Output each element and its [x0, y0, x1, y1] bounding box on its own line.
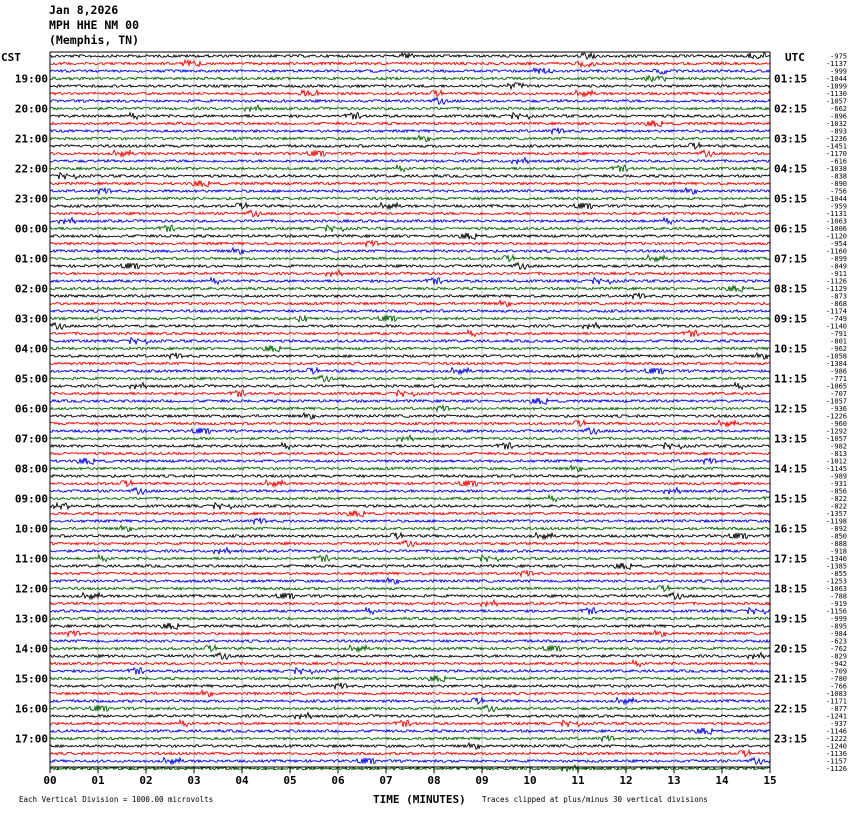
utc-hour-label: 20:15: [774, 642, 808, 656]
cst-axis-labels: [15, 73, 48, 746]
seismic-trace: [50, 330, 770, 337]
seismic-trace: [50, 540, 770, 547]
seismic-trace: [50, 750, 770, 756]
seismic-trace: [50, 143, 770, 149]
trace-value-label: -1140: [825, 322, 847, 331]
trace-value-label: -1253: [825, 577, 847, 586]
trace-value-label: -1099: [825, 82, 847, 91]
seismic-trace: [50, 188, 770, 194]
trace-value-label: -855: [830, 570, 847, 578]
seismic-trace: [50, 518, 770, 524]
trace-value-label: -1198: [825, 517, 847, 526]
trace-value-label: -1057: [825, 435, 847, 443]
clip-note: Traces clipped at plus/minus 30 vertical divisions: [482, 795, 708, 804]
cst-hour-label: 11:00: [14, 552, 48, 566]
seismic-trace: [50, 68, 770, 74]
trace-value-label: -896: [830, 112, 847, 121]
trace-value-label: -1032: [825, 120, 847, 128]
utc-hour-label: 23:15: [774, 732, 808, 746]
utc-hour-label: 18:15: [774, 582, 808, 596]
seismic-trace: [50, 233, 770, 239]
trace-value-label: -849: [830, 262, 847, 271]
utc-hour-label: 22:15: [774, 702, 808, 716]
seismic-trace: [50, 645, 770, 651]
seismic-trace: [50, 413, 770, 419]
cst-hour-label: 02:00: [14, 282, 48, 296]
seismic-trace: [50, 105, 770, 112]
trace-value-label: -892: [830, 525, 847, 533]
trace-value-label: -856: [830, 487, 847, 496]
trace-value-label: -766: [830, 682, 847, 691]
seismic-trace: [50, 353, 770, 359]
trace-value-label: -1357: [825, 510, 847, 518]
seismic-trace: [50, 173, 770, 180]
seismic-trace: [50, 197, 770, 200]
trace-value-label: -937: [830, 720, 847, 728]
plot-frame: [50, 52, 770, 767]
x-tick-label: 08: [427, 774, 441, 787]
seismic-trace: [50, 113, 770, 120]
trace-value-label: -801: [830, 337, 847, 346]
trace-value-label: -936: [830, 405, 847, 413]
x-tick-label: 03: [187, 774, 201, 787]
utc-hour-label: 14:15: [774, 462, 808, 476]
trace-value-label: -1126: [825, 765, 847, 773]
trace-value-label: -749: [830, 315, 847, 323]
seismic-trace: [50, 690, 770, 696]
seismic-trace: [50, 653, 770, 660]
trace-value-label: -986: [830, 367, 847, 376]
trace-value-label: -1174: [825, 307, 847, 316]
x-tick-label: 05: [283, 774, 297, 787]
cst-hour-label: 22:00: [14, 162, 48, 176]
utc-hour-label: 06:15: [774, 222, 808, 236]
x-tick-label: 13: [667, 774, 681, 787]
cst-hour-label: 15:00: [14, 672, 48, 686]
seismic-trace: [50, 128, 770, 134]
seismic-trace: [50, 465, 770, 471]
trace-value-label: -1131: [825, 210, 847, 218]
seismic-trace: [50, 315, 770, 321]
cst-hour-label: 19:00: [14, 72, 48, 86]
station-location: (Memphis, TN): [49, 33, 140, 47]
trace-value-label: -707: [830, 390, 847, 398]
trace-value-label: -623: [830, 637, 847, 646]
trace-value-label: -709: [830, 667, 847, 676]
trace-value-label: -780: [830, 675, 847, 683]
seismic-trace: [50, 555, 770, 562]
cst-hour-label: 05:00: [14, 372, 48, 386]
seismic-trace: [50, 510, 770, 516]
trace-value-label: -1136: [825, 750, 847, 758]
trace-value-label: -1346: [825, 555, 847, 563]
seismic-trace: [50, 428, 770, 435]
seismic-trace: [50, 488, 770, 495]
seismic-trace: [50, 345, 770, 351]
seismic-trace: [50, 240, 770, 246]
trace-value-label: -1157: [825, 757, 847, 766]
seismic-trace: [50, 98, 770, 105]
seismic-trace: [50, 83, 770, 89]
trace-value-label: -960: [830, 420, 847, 428]
seismic-trace: [50, 390, 770, 397]
seismic-trace: [50, 285, 770, 291]
trace-value-label: -999: [830, 615, 847, 623]
trace-value-labels: [826, 53, 847, 774]
x-tick-label: 12: [619, 774, 633, 787]
seismic-trace: [50, 600, 770, 607]
trace-value-label: -616: [830, 157, 847, 166]
trace-value-label: -1292: [825, 427, 847, 436]
cst-hour-label: 23:00: [14, 192, 48, 206]
trace-value-label: -788: [830, 592, 847, 601]
trace-value-label: -1057: [825, 97, 847, 106]
cst-hour-label: 06:00: [14, 402, 48, 416]
vertical-division-note: Each Vertical Division = 1000.00 microvolts: [19, 795, 214, 804]
utc-hour-label: 17:15: [774, 552, 808, 566]
trace-value-label: -1006: [825, 225, 847, 233]
trace-value-label: -1451: [825, 142, 847, 151]
utc-hour-label: 12:15: [774, 402, 808, 416]
seismic-trace: [50, 743, 770, 749]
seismic-trace: [50, 435, 770, 442]
trace-value-label: -1083: [825, 690, 847, 698]
seismic-trace: [50, 458, 770, 465]
seismic-trace: [50, 375, 770, 382]
seismic-trace: [50, 452, 770, 455]
trace-value-label: -1236: [825, 135, 847, 143]
trace-value-label: -1063: [825, 217, 847, 226]
trace-value-label: -1146: [825, 727, 847, 736]
seismic-trace: [50, 735, 770, 741]
trace-value-label: -850: [830, 532, 847, 541]
seismic-trace: [50, 135, 770, 141]
x-tick-label: 06: [331, 774, 345, 787]
x-tick-label: 04: [235, 774, 249, 787]
utc-hour-label: 19:15: [774, 612, 808, 626]
seismic-trace: [50, 76, 770, 82]
trace-value-label: -1044: [825, 75, 847, 83]
seismic-trace: [50, 120, 770, 126]
seismic-trace: [50, 323, 770, 330]
seismic-trace: [50, 705, 770, 712]
cst-hour-label: 10:00: [14, 522, 48, 536]
seismic-trace: [50, 640, 770, 643]
seismic-trace: [50, 698, 770, 704]
cst-hour-label: 07:00: [14, 432, 48, 446]
seismic-trace: [50, 578, 770, 584]
cst-hour-label: 01:00: [14, 252, 48, 266]
x-tick-label: 02: [139, 774, 153, 787]
seismic-trace: [50, 683, 770, 689]
utc-hour-label: 08:15: [774, 282, 808, 296]
seismic-trace: [50, 362, 770, 365]
x-tick-label: 14: [715, 774, 729, 787]
trace-value-label: -919: [830, 600, 847, 608]
seismic-trace: [50, 480, 770, 486]
chart-date: Jan 8,2026: [49, 3, 119, 17]
trace-value-label: -895: [830, 622, 847, 631]
x-tick-label: 00: [43, 774, 57, 787]
cst-hour-label: 12:00: [14, 582, 48, 596]
seismic-trace: [50, 368, 770, 374]
seismic-trace: [50, 758, 770, 765]
seismic-trace: [50, 248, 770, 254]
trace-value-label: -822: [830, 502, 847, 511]
seismic-trace: [50, 585, 770, 591]
seismic-trace: [50, 60, 770, 67]
seismic-trace: [50, 728, 770, 734]
utc-axis-labels: [774, 73, 807, 746]
utc-hour-label: 04:15: [774, 162, 808, 176]
trace-value-label: -982: [830, 442, 847, 451]
trace-value-label: -1038: [825, 165, 847, 173]
seismic-trace: [50, 398, 770, 404]
trace-value-label: -1130: [825, 90, 847, 98]
trace-value-label: -890: [830, 180, 847, 188]
trace-value-label: -873: [830, 292, 847, 301]
x-axis-title: TIME (MINUTES): [373, 793, 466, 806]
seismic-trace: [50, 150, 770, 157]
cst-hour-label: 09:00: [14, 492, 48, 506]
trace-value-label: -954: [830, 240, 847, 248]
trace-value-label: -1058: [825, 352, 847, 361]
trace-value-label: -911: [830, 270, 847, 278]
trace-value-label: -1126: [825, 277, 847, 286]
utc-hour-label: 01:15: [774, 72, 808, 86]
trace-value-label: -1171: [825, 697, 847, 706]
trace-value-label: -999: [830, 67, 847, 76]
trace-value-label: -1012: [825, 457, 847, 466]
cst-hour-label: 14:00: [14, 642, 48, 656]
utc-hour-label: 03:15: [774, 132, 808, 146]
trace-value-label: -893: [830, 127, 847, 136]
seismic-trace: [50, 53, 770, 59]
trace-value-label: -1384: [825, 360, 847, 368]
trace-value-label: -791: [830, 330, 847, 338]
seismic-trace: [50, 660, 770, 667]
trace-value-label: -1226: [825, 412, 847, 421]
trace-value-label: -1057: [825, 397, 847, 406]
trace-value-label: -838: [830, 172, 847, 181]
seismic-trace: [50, 309, 770, 312]
trace-value-label: -756: [830, 187, 847, 196]
seismic-trace: [50, 270, 770, 277]
x-tick-label: 01: [91, 774, 105, 787]
utc-axis-label: UTC: [785, 51, 805, 64]
utc-hour-label: 02:15: [774, 102, 808, 116]
trace-value-label: -868: [830, 300, 847, 308]
trace-value-label: -989: [830, 472, 847, 481]
cst-hour-label: 08:00: [14, 462, 48, 476]
trace-value-label: -1156: [825, 607, 847, 616]
utc-hour-label: 09:15: [774, 312, 808, 326]
seismic-trace: [50, 218, 770, 225]
seismic-trace: [50, 383, 770, 390]
trace-value-label: -822: [830, 495, 847, 503]
seismic-trace: [50, 90, 770, 96]
seismic-trace: [50, 158, 770, 165]
trace-value-label: -1145: [825, 465, 847, 473]
trace-value-label: -877: [830, 705, 847, 713]
trace-value-label: -1120: [825, 232, 847, 241]
utc-hour-label: 11:15: [774, 372, 808, 386]
trace-value-label: -1065: [825, 382, 847, 391]
seismic-trace: [50, 525, 770, 531]
trace-value-label: -1044: [825, 195, 847, 203]
cst-hour-label: 03:00: [14, 312, 48, 326]
seismic-trace: [50, 203, 770, 209]
seismic-trace: [50, 420, 770, 426]
seismic-trace: [50, 300, 770, 306]
cst-hour-label: 17:00: [14, 732, 48, 746]
seismic-trace: [50, 293, 770, 299]
trace-value-label: -762: [830, 645, 847, 653]
x-tick-label: 09: [475, 774, 489, 787]
cst-hour-label: 21:00: [14, 132, 48, 146]
cst-hour-label: 04:00: [14, 342, 48, 356]
seismic-trace: [50, 210, 770, 217]
trace-value-label: -975: [830, 52, 847, 61]
utc-hour-label: 21:15: [774, 672, 808, 686]
seismic-trace: [50, 503, 770, 510]
cst-hour-label: 13:00: [14, 612, 48, 626]
utc-hour-label: 10:15: [774, 342, 808, 356]
seismic-trace: [50, 675, 770, 681]
trace-value-label: -942: [830, 660, 847, 668]
seismic-trace: [50, 165, 770, 172]
trace-value-label: -1137: [825, 60, 847, 68]
trace-value-label: -662: [830, 105, 847, 113]
utc-hour-label: 13:15: [774, 432, 808, 446]
seismic-trace: [50, 623, 770, 629]
seismic-trace: [50, 713, 770, 720]
cst-hour-label: 20:00: [14, 102, 48, 116]
seismic-trace: [50, 630, 770, 636]
trace-value-label: -1063: [825, 585, 847, 593]
seismic-trace: [50, 533, 770, 539]
trace-value-label: -829: [830, 652, 847, 661]
station-id: MPH HHE NM 00: [49, 18, 140, 32]
seismic-trace: [50, 548, 770, 555]
seismic-traces: [50, 53, 770, 772]
trace-value-label: -813: [830, 450, 847, 458]
seismic-trace: [50, 338, 770, 345]
trace-value-label: -899: [830, 255, 847, 263]
trace-value-label: -918: [830, 547, 847, 556]
trace-value-label: -888: [830, 540, 847, 548]
seismic-trace: [50, 608, 770, 615]
trace-value-label: -1385: [825, 562, 847, 571]
seismic-trace: [50, 443, 770, 450]
trace-value-label: -1222: [825, 735, 847, 743]
seismic-trace: [50, 180, 770, 186]
trace-value-label: -959: [830, 202, 847, 211]
seismic-trace: [50, 405, 770, 411]
utc-hour-label: 16:15: [774, 522, 808, 536]
utc-hour-label: 05:15: [774, 192, 808, 206]
seismic-trace: [50, 255, 770, 261]
trace-value-label: -1241: [825, 712, 847, 721]
seismic-trace: [50, 278, 770, 285]
cst-hour-label: 16:00: [14, 702, 48, 716]
seismic-trace: [50, 225, 770, 232]
utc-hour-label: 15:15: [774, 492, 808, 506]
seismic-trace: [50, 563, 770, 569]
x-tick-label: 07: [379, 774, 393, 787]
seismic-trace: [50, 570, 770, 576]
trace-value-label: -962: [830, 345, 847, 353]
seismic-trace: [50, 593, 770, 600]
trace-value-label: -1129: [825, 285, 847, 293]
trace-value-label: -1240: [825, 742, 847, 751]
trace-value-label: -771: [830, 375, 847, 383]
seismic-trace: [50, 475, 770, 478]
trace-value-label: -984: [830, 630, 847, 638]
seismic-trace: [50, 668, 770, 675]
trace-value-label: -1160: [825, 247, 847, 256]
x-tick-label: 10: [523, 774, 537, 787]
cst-hour-label: 00:00: [14, 222, 48, 236]
seismic-trace: [50, 263, 770, 270]
x-tick-label: 11: [571, 774, 585, 787]
x-tick-label: 15: [763, 774, 777, 787]
trace-value-label: -931: [830, 480, 847, 488]
cst-axis-label: CST: [1, 51, 21, 64]
seismic-trace: [50, 720, 770, 727]
seismic-trace: [50, 617, 770, 620]
utc-hour-label: 07:15: [774, 252, 808, 266]
seismic-trace: [50, 495, 770, 502]
trace-value-label: -1170: [825, 150, 847, 158]
